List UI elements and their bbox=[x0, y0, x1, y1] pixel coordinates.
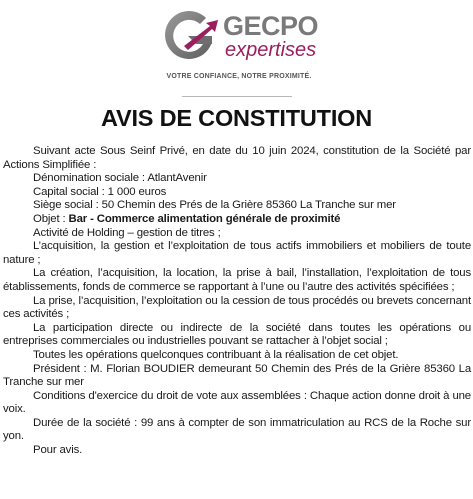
paragraph-creation: La création, l’acquisition, la location, la prise à bail, l’installation, l’exploitation de tous établissements, fonds de commerce se rapportant à l’une ou l’autre des activités spécifiées ; bbox=[3, 267, 471, 293]
paragraph-prise: La prise, l’acquisition, l’exploitation ou la cession de tous procédés ou brevets concernant ces activités ; bbox=[3, 294, 471, 321]
gecpo-logo bbox=[156, 4, 326, 90]
paragraph-denomination: Dénomination sociale : AtlantAvenir bbox=[33, 172, 207, 185]
paragraph-siege: Siège social : 50 Chemin des Prés de la Grière 85360 La Tranche sur mer bbox=[33, 199, 396, 212]
objet-label: Objet : bbox=[33, 212, 69, 225]
paragraph-conditions: Conditions d'exercice du droit de vote aux assemblées : Chaque action donne droit à une voix. bbox=[3, 389, 471, 416]
paragraph-participation: La participation directe ou indirecte de la société dans toutes les opérations ou entreprises commerciales ou industrielles pouvant se rattacher à l’objet social ; bbox=[3, 321, 471, 348]
paragraph-activite: Activité de Holding – gestion de titres ; bbox=[33, 226, 221, 239]
gecpo-logo-icon bbox=[160, 6, 218, 64]
objet-value: Bar - Commerce alimentation générale de proximité bbox=[68, 212, 341, 225]
notice-body bbox=[3, 145, 471, 458]
notice-title: AVIS DE CONSTITUTION bbox=[100, 105, 373, 131]
logo-wordmark: GECPO bbox=[223, 11, 319, 41]
paragraph-operations: Toutes les opérations quelconques contribuant à la réalisation de cet objet. bbox=[33, 348, 399, 361]
paragraph-objet bbox=[3, 213, 471, 227]
logo-tagline: VOTRE CONFIANCE, NOTRE PROXIMITÉ. bbox=[166, 73, 312, 80]
logo-divider bbox=[182, 96, 292, 97]
paragraph-duree: Durée de la société : 99 ans à compter de son immatriculation au RCS de la Roche sur yon. bbox=[3, 416, 471, 443]
paragraph-intro: Suivant acte Sous Seinf Privé, en date du 10 juin 2024, constitution de la Société par Actions Simplifiée : bbox=[3, 145, 471, 171]
paragraph-acquisition: L’acquisition, la gestion et l’exploitation de tous actifs immobiliers et mobiliers de toute nature ; bbox=[3, 240, 471, 266]
paragraph-president: Président : M. Florian BOUDIER demeurant 50 Chemin des Prés de la Grière 85360 La Tranche sur mer bbox=[3, 362, 471, 389]
logo-subtitle: expertises bbox=[225, 39, 317, 61]
paragraph-closing: Pour avis. bbox=[33, 444, 83, 457]
paragraph-capital: Capital social : 1 000 euros bbox=[33, 185, 167, 198]
